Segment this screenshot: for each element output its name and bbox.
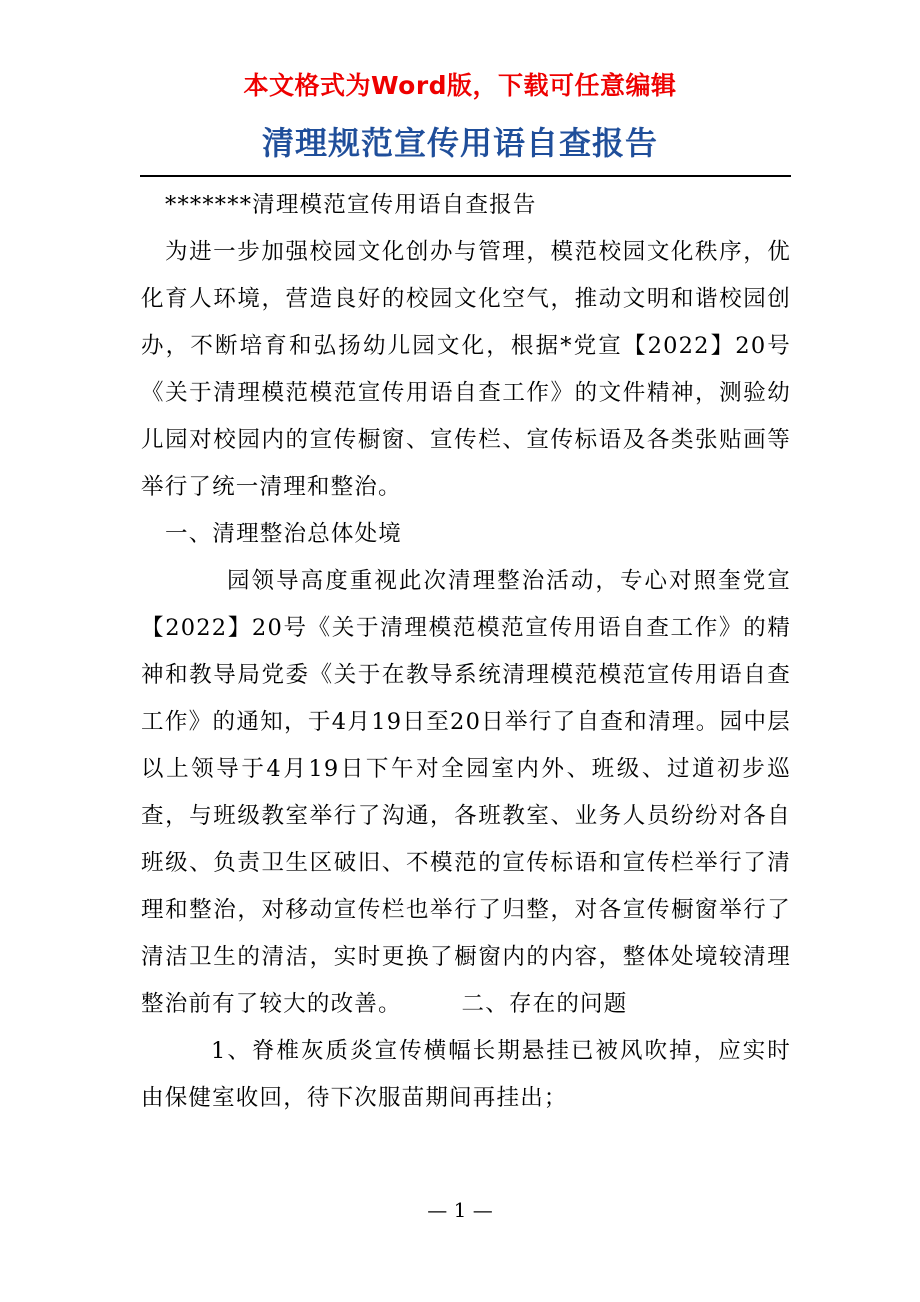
page-number: — 1 —: [427, 1198, 493, 1222]
paragraph-intro: 为进一步加强校园文化创办与管理，模范校园文化秩序，优化育人环境，营造良好的校园文化空气，推动文明和谐校园创办，不断培育和弘扬幼儿园文化，根据*党宣【2022】20号《关于清理模范模范宣传用语自查工作》的文件精神，测验幼儿园对校园内的宣传橱窗、宣传栏、宣传标语及各类张贴画等举行了统一清理和整治。: [141, 239, 791, 500]
document-title: 清理规范宣传用语自查报告: [261, 124, 658, 162]
section-heading: 一、清理整治总体处境: [165, 521, 403, 547]
format-notice: 本文格式为Word版，下载可任意编辑: [243, 71, 677, 100]
document-body: [141, 182, 791, 1122]
paragraph-subtitle: *******清理模范宣传用语自查报告: [165, 192, 537, 218]
paragraph-overview: 园领导高度重视此次清理整治活动，专心对照奎党宣【2022】20号《关于清理模范模范宣传用语自查工作》的精神和教导局党委《关于在教导系统清理模范模范宣传用语自查工作》的通知，于4月19日至20日举行了自查和清理。园中层以上领导于4月19日下午对全园室内外、班级、过道初步巡查，与班级教室举行了沟通，各班教室、业务人员纷纷对各自班级、负责卫生区破旧、不模范的宣传标语和宣传栏举行了清理和整治，对移动宣传栏也举行了归整，对各宣传橱窗举行了清洁卫生的清洁，实时更换了橱窗内的内容，整体处境较清理整治前有了较大的改善。 二、存在的问题: [141, 568, 791, 1017]
title-divider: [140, 175, 791, 177]
paragraph-issue-1: 1、脊椎灰质炎宣传横幅长期悬挂已被风吹掉，应实时由保健室收回，待下次服苗期间再挂出；: [141, 1038, 791, 1111]
